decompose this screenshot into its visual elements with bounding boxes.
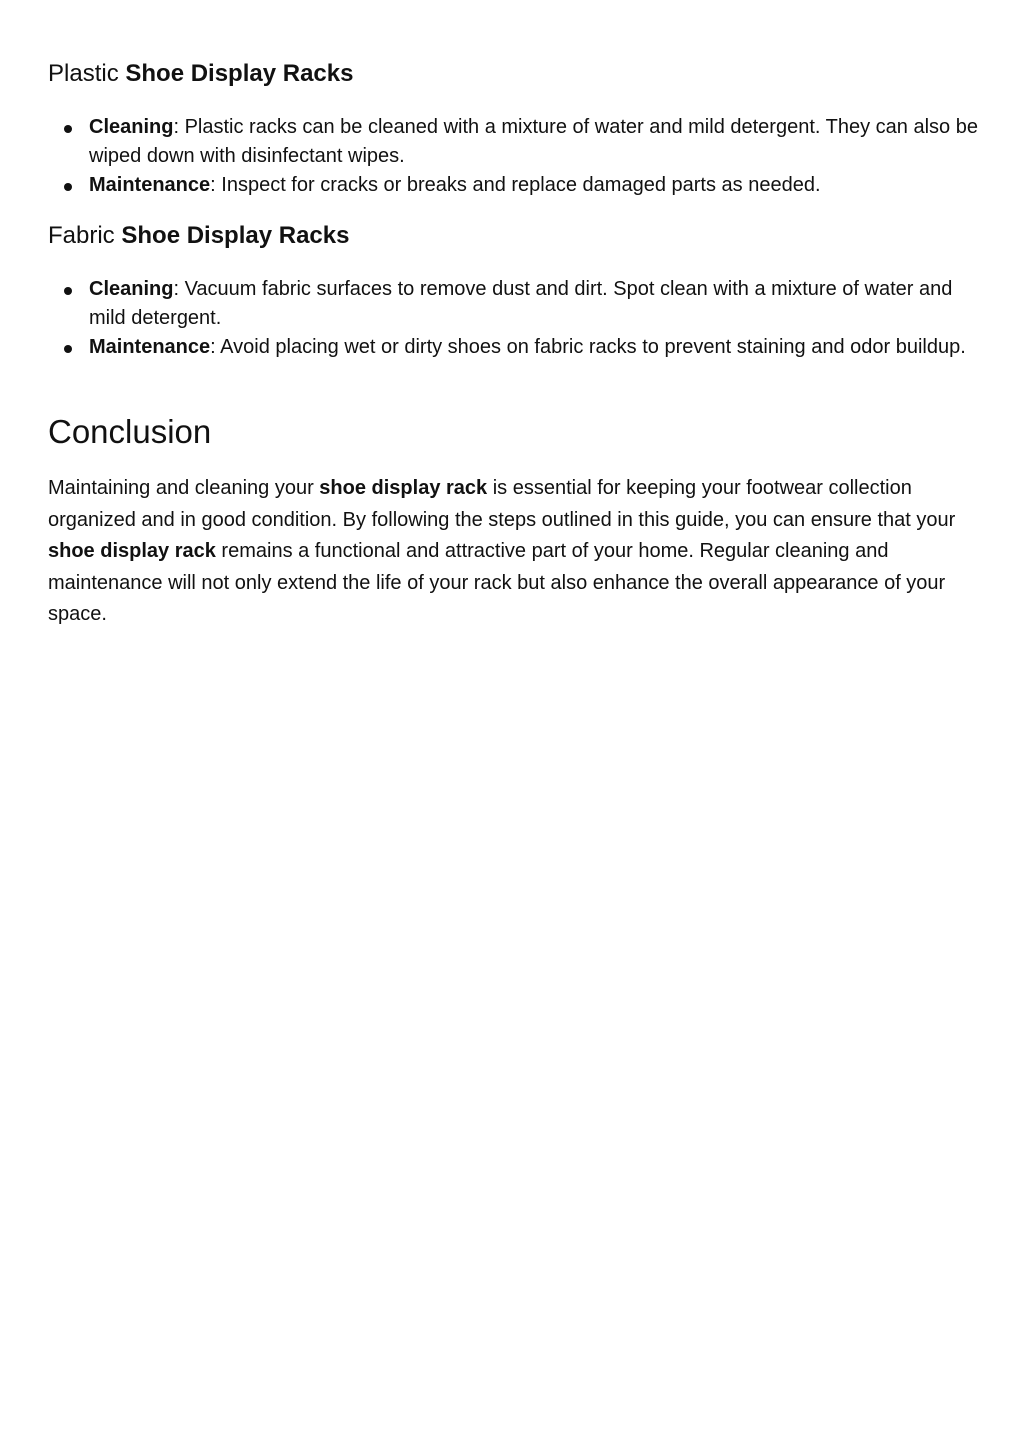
plastic-care-list	[48, 113, 978, 200]
keyword-link-text: shoe display rack	[48, 540, 216, 562]
list-item-term: Cleaning	[89, 116, 174, 138]
list-item-text: : Inspect for cracks or breaks and replace damaged parts as needed.	[210, 174, 821, 196]
section-heading-plastic	[48, 59, 353, 89]
heading-bold: Shoe Display Racks	[121, 222, 350, 249]
conclusion-heading: Conclusion	[48, 413, 212, 450]
list-item	[48, 113, 978, 171]
fabric-care-list	[48, 275, 978, 362]
list-item-text: : Plastic racks can be cleaned with a mixture of water and mild detergent. They can also be wiped down with disinfectant wipes.	[89, 116, 978, 167]
paragraph-text: remains a functional and attractive part of your home. Regular cleaning and maintenance will not only extend the life of your rack but also enhance the overall appearance of your space.	[48, 540, 946, 625]
section-heading-fabric	[48, 221, 349, 251]
heading-bold: Shoe Display Racks	[125, 60, 354, 87]
heading-prefix: Plastic	[48, 60, 126, 87]
list-item-text: : Avoid placing wet or dirty shoes on fabric racks to prevent staining and odor buildup.	[210, 336, 966, 358]
heading-prefix: Fabric	[48, 222, 122, 249]
paragraph-text: Maintaining and cleaning your	[48, 477, 320, 499]
list-item-text: : Vacuum fabric surfaces to remove dust and dirt. Spot clean with a mixture of water and mild detergent.	[89, 278, 953, 329]
list-item	[48, 171, 978, 200]
paragraph-text: is essential for keeping your footwear collection organized and in good condition. By following the steps outlined in this guide, you can ensure that your	[48, 477, 956, 531]
list-item-term: Cleaning	[89, 278, 174, 300]
list-item	[48, 275, 978, 333]
list-item	[48, 333, 978, 362]
list-item-term: Maintenance	[89, 336, 211, 358]
conclusion-paragraph	[48, 473, 978, 631]
list-item-term: Maintenance	[89, 174, 211, 196]
keyword-link-text: shoe display rack	[319, 477, 488, 499]
